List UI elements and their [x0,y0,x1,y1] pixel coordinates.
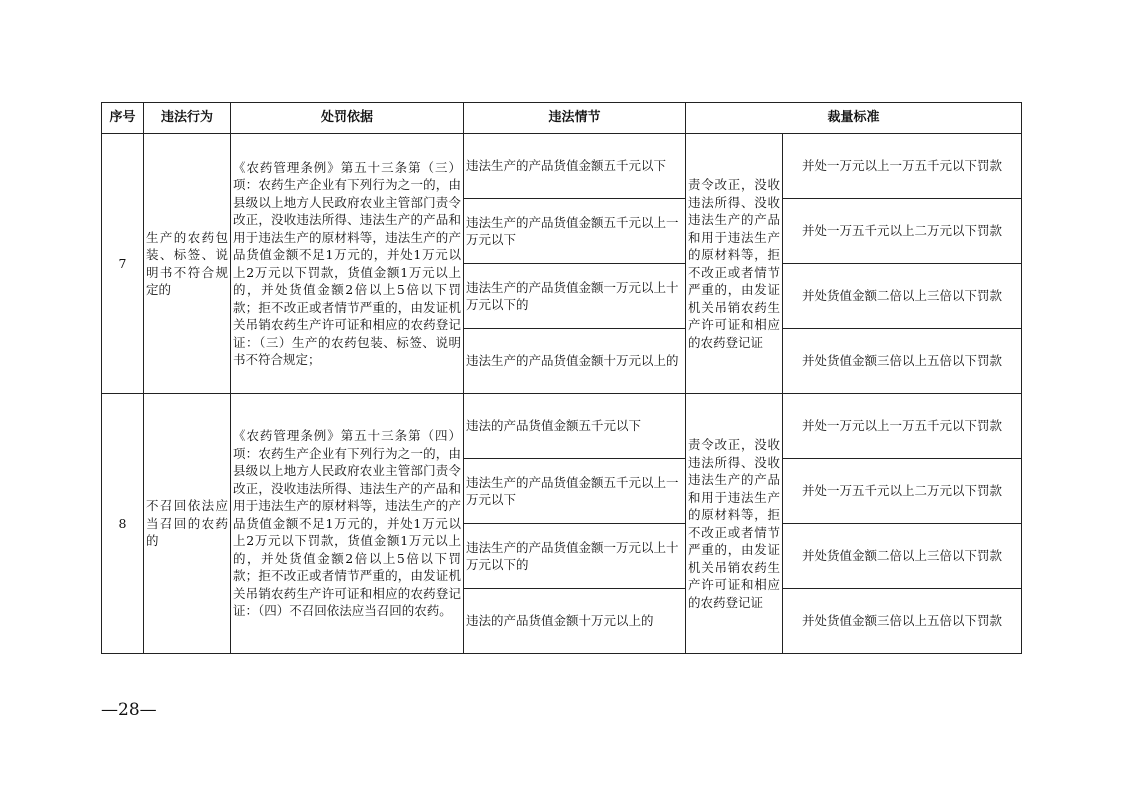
circumstance-cell: 违法生产的产品货值金额五千元以上一万元以下 [464,459,686,524]
discretion-standard: 并处一万五千元以上二万元以下罚款 [783,199,1022,264]
row-number: 8 [102,394,144,654]
discretion-common: 责令改正，没收违法所得、没收违法生产的产品和用于违法生产的原材料等，拒不改正或者情节严重的，由发证机关吊销农药生产许可证和相应的农药登记证 [686,394,783,654]
circumstance-cell: 违法生产的产品货值金额十万元以上的 [464,329,686,394]
table-row [102,134,1022,199]
circumstance-cell: 违法的产品货值金额五千元以下 [464,394,686,459]
circumstance-cell: 违法生产的产品货值金额一万元以上十万元以下的 [464,264,686,329]
discretion-standard: 并处货值金额二倍以上三倍以下罚款 [783,264,1022,329]
circumstance-cell: 违法生产的产品货值金额五千元以下 [464,134,686,199]
penalty-basis: 《农药管理条例》第五十三条第（四）项：农药生产企业有下列行为之一的，由县级以上地方人民政府农业主管部门责令改正，没收违法所得、违法生产的产品和用于违法生产的原材料等，违法生产的产品货值金额不足1万元的，并处1万元以上2万元以下罚款，货值金额1万元以上的，并处货值金额2倍以上5倍以下罚款；拒不改正或者情节严重的，由发证机关吊销农药生产许可证和相应的农药登记证：（四）不召回依法应当召回的农药。 [231,394,464,654]
discretion-standard: 并处货值金额二倍以上三倍以下罚款 [783,524,1022,589]
discretion-standard: 并处货值金额三倍以上五倍以下罚款 [783,329,1022,394]
penalty-basis: 《农药管理条例》第五十三条第（三）项：农药生产企业有下列行为之一的，由县级以上地方人民政府农业主管部门责令改正，没收违法所得、违法生产的产品和用于违法生产的原材料等，违法生产的产品货值金额不足1万元的，并处1万元以上2万元以下罚款，货值金额1万元以上的，并处货值金额2倍以上5倍以下罚款；拒不改正或者情节严重的，由发证机关吊销农药生产许可证和相应的农药登记证：（三）生产的农药包装、标签、说明书不符合规定； [231,134,464,394]
header-no: 序号 [102,103,144,134]
discretion-common: 责令改正，没收违法所得、没收违法生产的产品和用于违法生产的原材料等，拒不改正或者情节严重的，由发证机关吊销农药生产许可证和相应的农药登记证 [686,134,783,394]
violation-behavior: 不召回依法应当召回的农药的 [144,394,231,654]
table-header-row [102,103,1022,134]
discretion-standard: 并处一万五千元以上二万元以下罚款 [783,459,1022,524]
header-behavior: 违法行为 [144,103,231,134]
discretion-standard: 并处货值金额三倍以上五倍以下罚款 [783,589,1022,654]
discretion-standard: 并处一万元以上一万五千元以下罚款 [783,394,1022,459]
circumstance-cell: 违法的产品货值金额十万元以上的 [464,589,686,654]
violation-behavior: 生产的农药包装、标签、说明书不符合规定的 [144,134,231,394]
page-number: —28— [101,700,157,720]
header-discretion: 裁量标准 [686,103,1022,134]
table-row [102,394,1022,459]
circumstance-cell: 违法生产的产品货值金额五千元以上一万元以下 [464,199,686,264]
penalty-discretion-table [101,102,1022,654]
header-basis: 处罚依据 [231,103,464,134]
row-number: 7 [102,134,144,394]
header-circumstances: 违法情节 [464,103,686,134]
circumstance-cell: 违法生产的产品货值金额一万元以上十万元以下的 [464,524,686,589]
discretion-standard: 并处一万元以上一万五千元以下罚款 [783,134,1022,199]
